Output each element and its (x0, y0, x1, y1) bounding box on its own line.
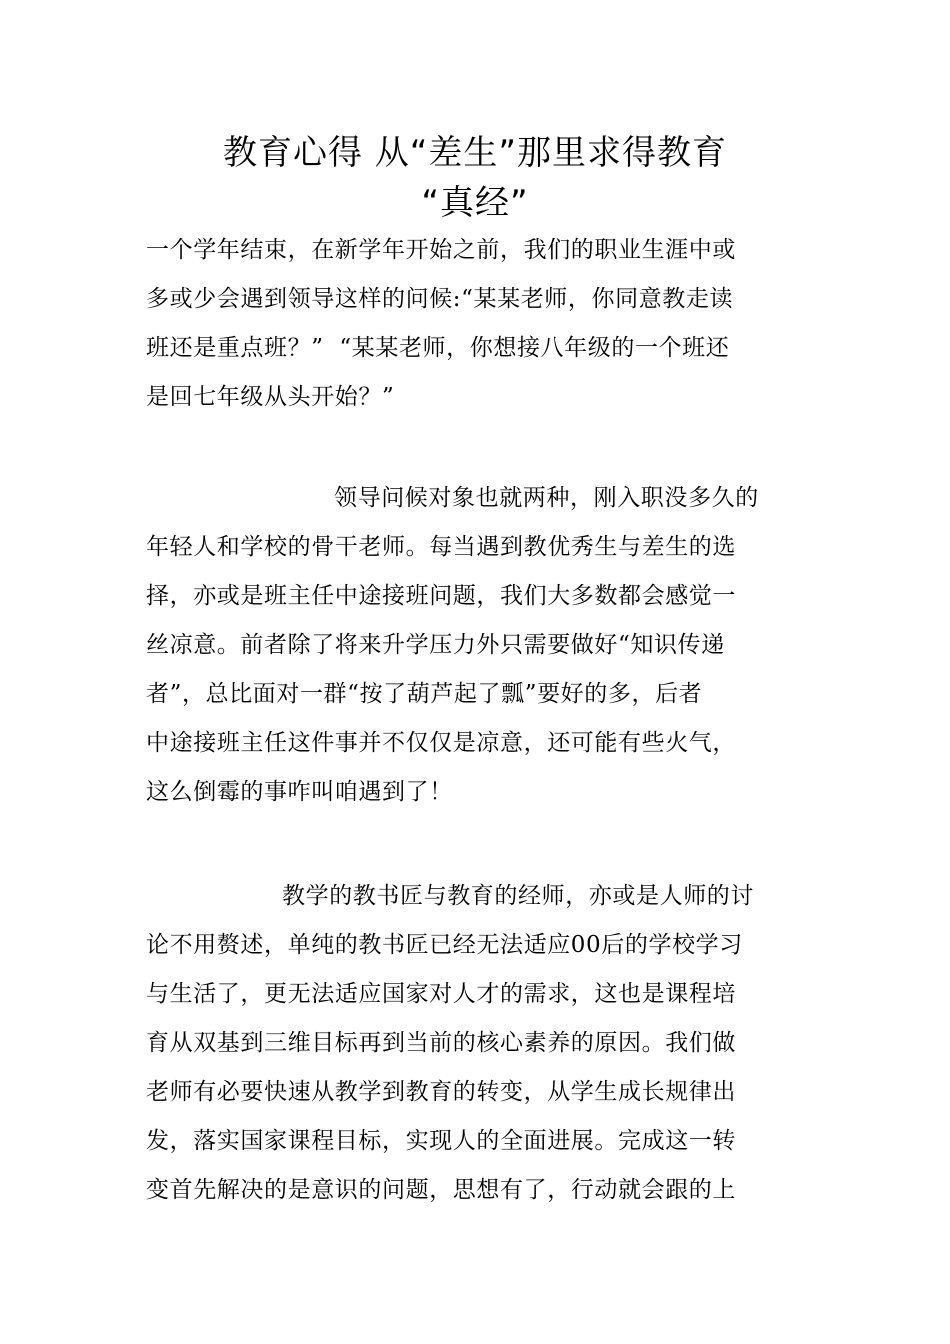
title-line-1: 教育心得 从“差生”那里求得教育 (222, 133, 728, 173)
text-line: 与生活了，更无法适应国家对人才的需求，这也是课程培 (146, 981, 736, 1007)
paragraph-2 (146, 474, 806, 817)
text-line: 者”，总比面对一群“按了葫芦起了瓢”要好的多，后者 (146, 681, 703, 707)
text-line: 丝凉意。前者除了将来升学压力外只需要做好“知识传递 (146, 632, 725, 658)
paragraph-1 (146, 226, 806, 422)
text-line: 是回七年级从头开始？” (146, 384, 395, 410)
text-line: 老师有必要快速从教学到教育的转变，从学生成长规律出 (146, 1079, 736, 1105)
paragraph-3 (146, 872, 806, 1215)
title-line-2: “真经” (421, 183, 529, 223)
text-line: 教学的教书匠与教育的经师，亦或是人师的讨 (282, 883, 754, 909)
text-line: 多或少会遇到领导这样的问候:“某某老师，你同意教走读 (146, 286, 734, 312)
text-line: 班还是重点班？” “某某老师，你想接八年级的一个班还 (146, 335, 730, 361)
text-line: 论不用赘述，单纯的教书匠已经无法适应00后的学校学习 (146, 932, 743, 958)
text-line: 育从双基到三维目标再到当前的核心素养的原因。我们做 (146, 1030, 736, 1056)
document-title (0, 128, 950, 228)
text-line: 变首先解决的是意识的问题，思想有了，行动就会跟的上 (146, 1177, 736, 1203)
text-line: 一个学年结束，在新学年开始之前，我们的职业生涯中或 (146, 237, 736, 263)
text-line: 年轻人和学校的骨干老师。每当遇到教优秀生与差生的选 (146, 534, 736, 560)
text-line: 发，落实国家课程目标，实现人的全面进展。完成这一转 (146, 1128, 736, 1154)
text-line: 领导问候对象也就两种，刚入职没多久的 (334, 485, 759, 511)
text-line: 这么倒霉的事咋叫咱遇到了！ (146, 779, 453, 805)
text-line: 择，亦或是班主任中途接班问题，我们大多数都会感觉一 (146, 583, 736, 609)
text-line: 中途接班主任这件事并不仅仅是凉意，还可能有些火气， (146, 730, 736, 756)
